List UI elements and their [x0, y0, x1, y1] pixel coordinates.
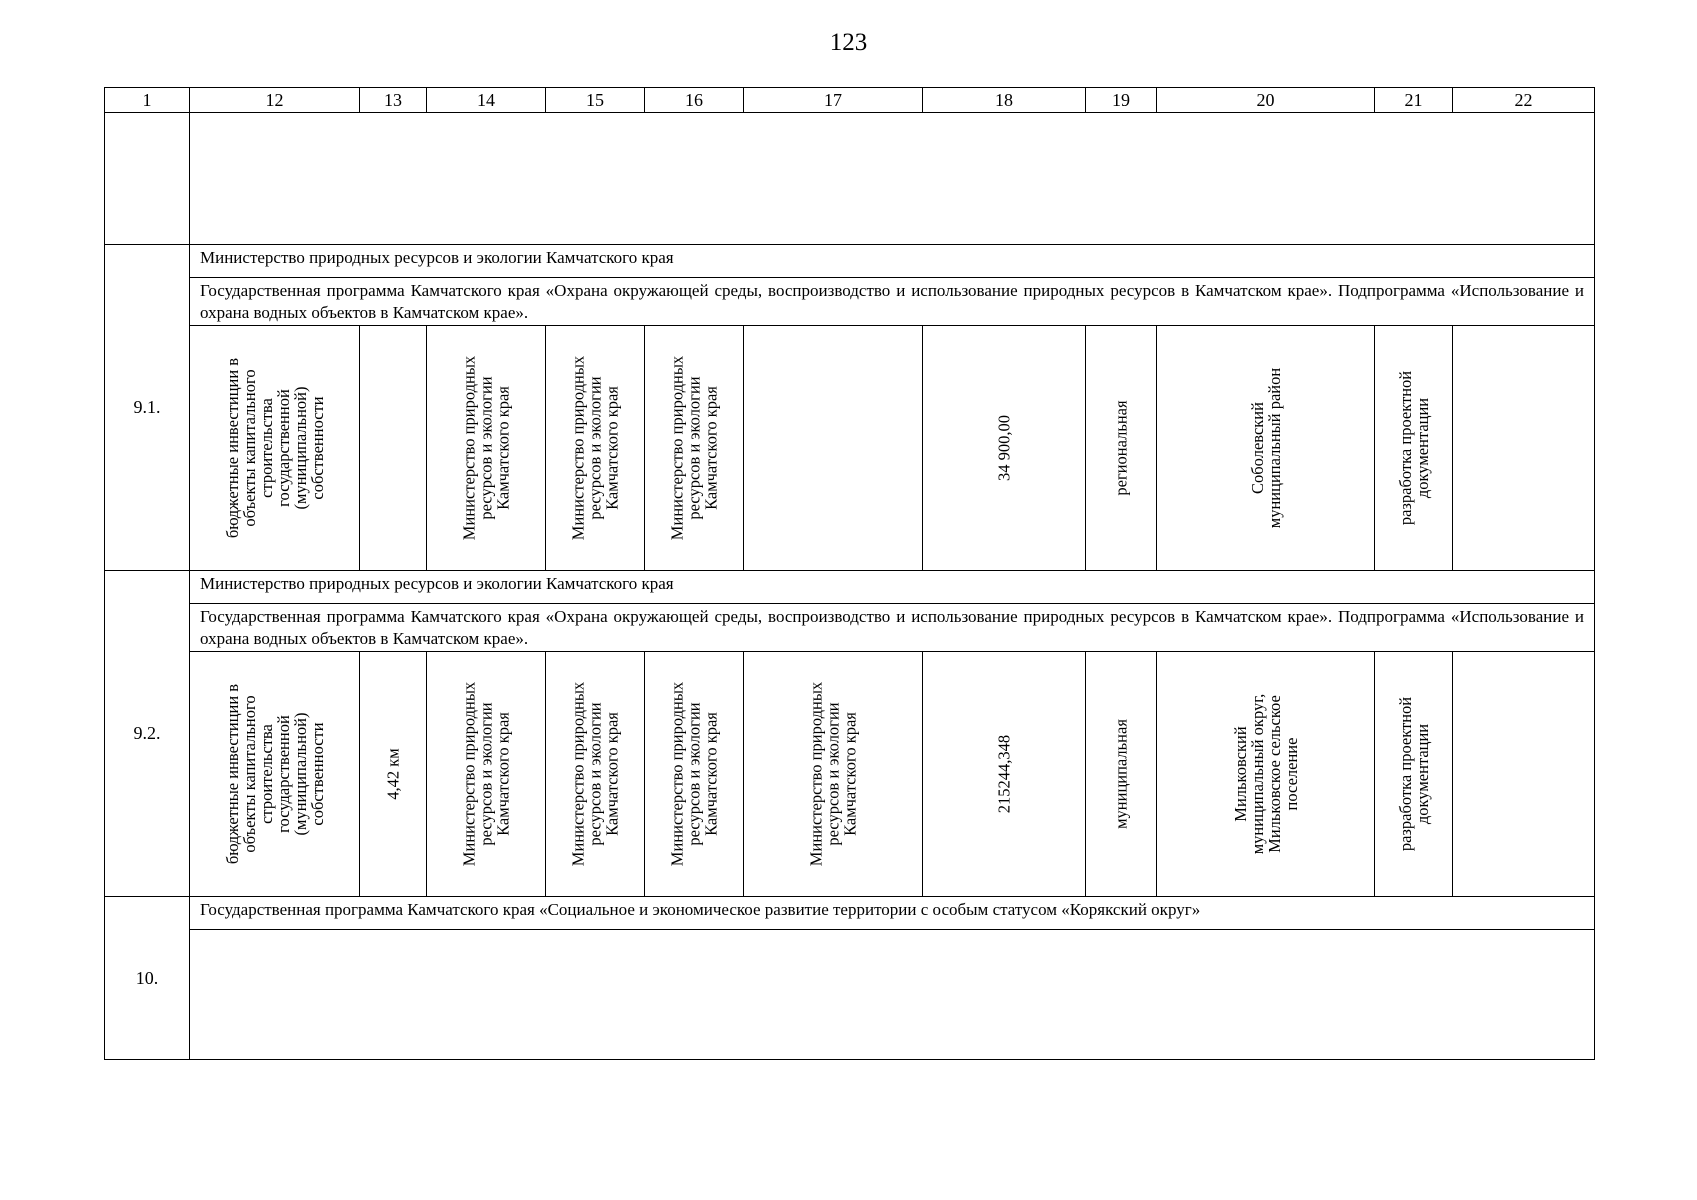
column-header: 21	[1375, 88, 1453, 113]
ministry-text: Министерство природных ресурсов и экологии Камчатского края	[200, 574, 674, 593]
column-header: 14	[427, 88, 546, 113]
program-text: Государственная программа Камчатского края «Социальное и экономическое развитие территории с особым статусом «Корякский округ»	[200, 900, 1201, 919]
column-header-row	[105, 88, 1595, 113]
stage: разработка проектной документации	[1395, 370, 1432, 526]
cost: 215244,348	[994, 734, 1014, 814]
program-cell	[190, 278, 1595, 326]
cell-18	[923, 652, 1086, 897]
ministry-cell	[190, 571, 1595, 604]
column-header: 20	[1157, 88, 1375, 113]
table-row	[105, 326, 1595, 571]
cell-16	[645, 326, 744, 571]
cell-18	[923, 326, 1086, 571]
cell-17	[744, 652, 923, 897]
developer: Министерство природных ресурсов и экологии Камчатского края	[667, 355, 721, 541]
column-header: 1	[105, 88, 190, 113]
significance: муниципальная	[1111, 719, 1131, 829]
cost: 34 900,00	[994, 415, 1014, 481]
significance: региональная	[1111, 400, 1131, 496]
cell-19	[1086, 326, 1157, 571]
program-text: Государственная программа Камчатского края «Охрана окружающей среды, воспроизводство и использование природных ресурсов в Камчатском крае». Подпрограмма «Использование и охрана водных объектов в Камчатском крае».	[200, 607, 1584, 648]
cell-22	[1453, 652, 1595, 897]
row-number: 9.1.	[105, 245, 190, 571]
empty-content-cell	[190, 930, 1595, 1060]
location: Соболевский муниципальный район	[1247, 367, 1284, 529]
ministry-cell	[190, 245, 1595, 278]
program-cell	[190, 604, 1595, 652]
cell-15	[546, 326, 645, 571]
table-row	[105, 278, 1595, 326]
row-number: 10.	[105, 897, 190, 1060]
column-header: 22	[1453, 88, 1595, 113]
column-header: 16	[645, 88, 744, 113]
empty-content-cell	[190, 113, 1595, 245]
cell-21	[1375, 326, 1453, 571]
program-text: Государственная программа Камчатского края «Охрана окружающей среды, воспроизводство и использование природных ресурсов в Камчатском крае». Подпрограмма «Использование и охрана водных объектов в Камчатском крае».	[200, 281, 1584, 322]
column-header: 15	[546, 88, 645, 113]
responsible-executor: Министерство природных ресурсов и экологии Камчатского края	[459, 355, 513, 541]
empty-number-cell	[105, 113, 190, 245]
capacity: 4,42 км	[383, 748, 403, 800]
page-number: 123	[829, 29, 868, 56]
cell-14	[427, 652, 546, 897]
cell-14	[427, 326, 546, 571]
cell-12	[190, 326, 360, 571]
location: Мильковский муниципальный округ, Мильковское сельское поселение	[1230, 693, 1301, 855]
investment-type: бюджетные инвестиции в объекты капитального строительства государственной (муниципальной) собственности	[222, 683, 327, 865]
developer: Министерство природных ресурсов и экологии Камчатского края	[667, 681, 721, 867]
table-row	[105, 571, 1595, 604]
cell-13	[360, 652, 427, 897]
table-row	[105, 245, 1595, 278]
table-row	[105, 604, 1595, 652]
column-header: 12	[190, 88, 360, 113]
cell-22	[1453, 326, 1595, 571]
cell-16	[645, 652, 744, 897]
operator: Министерство природных ресурсов и экологии Камчатского края	[806, 681, 860, 867]
cell-15	[546, 652, 645, 897]
table-row	[105, 897, 1595, 930]
column-header: 19	[1086, 88, 1157, 113]
program-cell	[190, 897, 1595, 930]
column-header: 18	[923, 88, 1086, 113]
responsible-executor: Министерство природных ресурсов и экологии Камчатского края	[459, 681, 513, 867]
cell-13	[360, 326, 427, 571]
cell-20	[1157, 652, 1375, 897]
ministry-text: Министерство природных ресурсов и экологии Камчатского края	[200, 248, 674, 267]
cell-19	[1086, 652, 1157, 897]
cell-20	[1157, 326, 1375, 571]
cell-12	[190, 652, 360, 897]
column-header: 17	[744, 88, 923, 113]
customer: Министерство природных ресурсов и экологии Камчатского края	[568, 681, 622, 867]
row-number: 9.2.	[105, 571, 190, 897]
customer: Министерство природных ресурсов и экологии Камчатского края	[568, 355, 622, 541]
table-row	[105, 652, 1595, 897]
empty-row	[105, 113, 1595, 245]
document-table	[104, 87, 1595, 1060]
cell-21	[1375, 652, 1453, 897]
table-row	[105, 930, 1595, 1060]
investment-type: бюджетные инвестиции в объекты капитального строительства государственной (муниципальной) собственности	[222, 357, 327, 539]
column-header: 13	[360, 88, 427, 113]
cell-17	[744, 326, 923, 571]
stage: разработка проектной документации	[1395, 696, 1432, 852]
